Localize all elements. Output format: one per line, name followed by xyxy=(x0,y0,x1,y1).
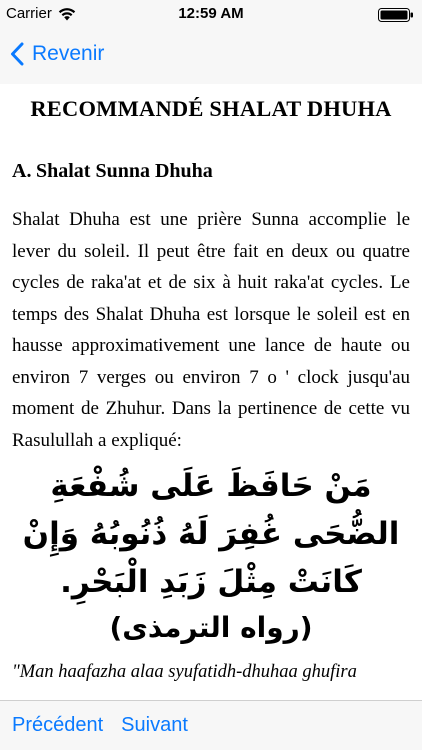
arabic-hadith-source: (رواه الترمذى) xyxy=(109,611,313,644)
back-button[interactable] xyxy=(10,42,104,66)
next-button[interactable]: Suivant xyxy=(121,714,188,736)
back-button-label: Revenir xyxy=(32,42,105,65)
chevron-left-icon xyxy=(10,42,24,66)
battery-full-icon xyxy=(378,8,414,22)
section-heading xyxy=(12,160,410,183)
carrier-label: Carrier xyxy=(6,5,52,22)
arabic-hadith-text: مَنْ حَافَظَ عَلَى شُفْعَةِ الضُّحَى غُفِرَ لَهُ ذُنُوبُهُ وَإِنْ كَانَتْ مِثْلَ زَبَدِ الْبَحْرِ. xyxy=(22,468,400,600)
article-content[interactable] xyxy=(0,84,422,700)
body-paragraph: Shalat Dhuha est une prière Sunna accomplie le lever du soleil. Il peut être fait en deux ou quatre cycles de raka'at et de six à huit raka'at cycles. Le temps des Shalat Dhuha est lorsque le soleil est en hausse approximativement une lance de haute ou environ 7 verges ou environ 7 o ' clock jusqu'au moment de Zhuhur. Dans la pertinence de cette vu Rasulullah a expliqué: xyxy=(12,209,410,451)
navigation-bar xyxy=(0,28,422,84)
section-letter: A. xyxy=(12,160,32,182)
section-heading-text: Shalat Sunna Dhuha xyxy=(36,160,213,182)
status-time: 12:59 AM xyxy=(178,5,244,22)
transliteration-text: "Man haafazha alaa syufatidh-dhuhaa ghufira xyxy=(12,662,357,682)
previous-button[interactable]: Précédent xyxy=(12,714,104,736)
page-title: RECOMMANDÉ SHALAT DHUHA xyxy=(30,96,392,121)
bottom-toolbar xyxy=(0,700,422,750)
status-bar xyxy=(0,0,422,28)
